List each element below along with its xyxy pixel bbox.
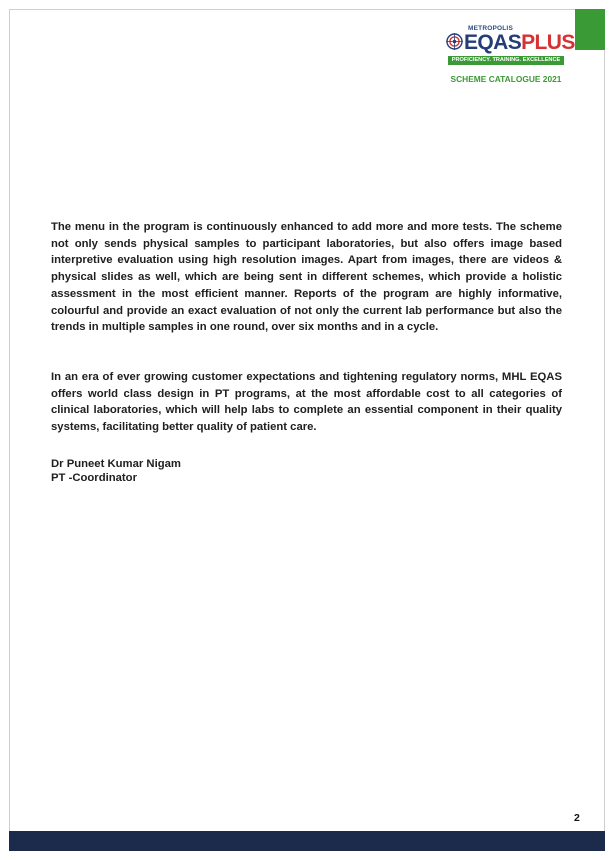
logo-plus-text: PLUS: [521, 31, 575, 54]
corner-accent-tab: [575, 9, 605, 50]
logo-tagline: PROFICIENCY. TRAINING. EXCELLENCE: [448, 56, 564, 65]
signature-block: [51, 457, 181, 485]
target-icon: [446, 33, 463, 50]
body-paragraph-1: The menu in the program is continuously enhanced to add more and more tests. The scheme not only sends physical samples to participant laboratories, but also offers image based interpretive evaluation using high resolution images. Apart from images, there are videos & physical slides as well, which are being sent in different schemes, which provide a holistic assessment in the most efficient manner. Reports of the program are highly informative, colourful and provide an exact evaluation of not only the current lab performance but also the trends in multiple samples in one round, over six months and in a cycle.: [51, 221, 562, 334]
logo-eqas-text: EQAS: [464, 31, 522, 54]
logo-top-text: METROPOLIS: [468, 25, 513, 32]
footer-bar: [9, 831, 605, 851]
signatory-name: Dr Puneet Kumar Nigam: [51, 458, 181, 470]
catalogue-title: SCHEME CATALOGUE 2021: [450, 74, 562, 84]
logo-wordmark: [464, 32, 575, 54]
body-paragraph-2: In an era of ever growing customer expectations and tightening regulatory norms, MHL EQAS offers world class design in PT programs, at the most affordable cost to all categories of clinical laboratories, which will help labs to complete an essential component in their quality systems, facilitating better quality of patient care.: [51, 371, 562, 434]
signatory-role: PT -Coordinator: [51, 472, 137, 484]
metropolis-eqas-plus-logo: [446, 25, 575, 67]
page-number: 2: [574, 812, 580, 824]
